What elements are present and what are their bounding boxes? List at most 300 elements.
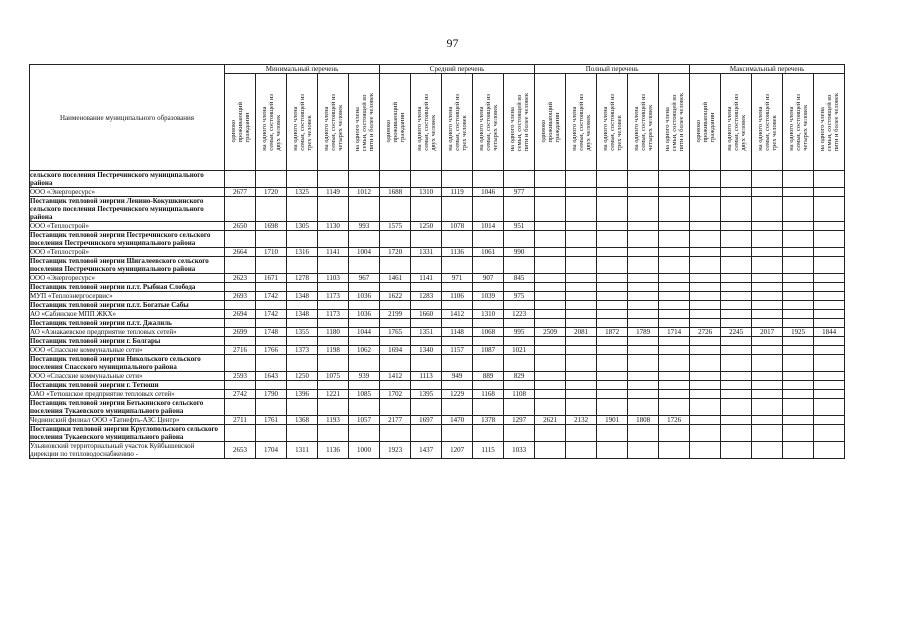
- value-cell: [659, 188, 690, 197]
- value-cell: [535, 425, 566, 442]
- column-subheader-label: на одного члена семьи, состоящей из трех человек: [756, 93, 778, 151]
- supplier-name-cell: Чеднинский филиал ООО «Татнефть-АЗС Центр»: [30, 416, 225, 425]
- value-cell: [535, 310, 566, 319]
- value-cell: [659, 337, 690, 346]
- value-cell: [225, 197, 256, 222]
- value-cell: [628, 292, 659, 301]
- value-cell: [783, 319, 814, 328]
- value-cell: 1033: [504, 442, 535, 459]
- value-cell: 1310: [473, 310, 504, 319]
- value-cell: 1136: [318, 442, 349, 459]
- value-cell: 1437: [411, 442, 442, 459]
- value-cell: [411, 301, 442, 310]
- value-cell: 2245: [721, 328, 752, 337]
- value-cell: [814, 390, 845, 399]
- value-cell: [442, 301, 473, 310]
- value-cell: [659, 310, 690, 319]
- value-cell: [628, 381, 659, 390]
- value-cell: 949: [442, 372, 473, 381]
- section-title-cell: Поставщик тепловой энергии п.г.т. Рыбная Слобода: [30, 283, 225, 292]
- value-cell: [380, 425, 411, 442]
- value-cell: [504, 197, 535, 222]
- column-subheader: [690, 74, 721, 171]
- value-cell: [318, 319, 349, 328]
- value-cell: 1119: [442, 188, 473, 197]
- value-cell: 993: [349, 222, 380, 231]
- value-cell: 1355: [287, 328, 318, 337]
- value-cell: [721, 171, 752, 188]
- value-cell: [752, 442, 783, 459]
- value-cell: [566, 390, 597, 399]
- value-cell: 1340: [411, 346, 442, 355]
- value-cell: [597, 283, 628, 292]
- value-cell: 1193: [318, 416, 349, 425]
- value-cell: [411, 381, 442, 390]
- value-cell: [721, 337, 752, 346]
- value-cell: 2677: [225, 188, 256, 197]
- value-cell: [597, 346, 628, 355]
- value-cell: [783, 355, 814, 372]
- value-cell: [287, 257, 318, 274]
- value-cell: [783, 222, 814, 231]
- value-cell: [473, 319, 504, 328]
- value-cell: [659, 257, 690, 274]
- value-cell: 1698: [256, 222, 287, 231]
- value-cell: [318, 355, 349, 372]
- value-cell: 1278: [287, 274, 318, 283]
- value-cell: 1115: [473, 442, 504, 459]
- column-subheader: [566, 74, 597, 171]
- value-cell: 1036: [349, 310, 380, 319]
- column-subheader-label: на одного члена семьи, состоящей из пяти и более человек: [353, 92, 375, 152]
- value-cell: [442, 283, 473, 292]
- value-cell: [721, 248, 752, 257]
- value-cell: [814, 416, 845, 425]
- value-cell: [349, 301, 380, 310]
- value-cell: [783, 390, 814, 399]
- section-header-row: [30, 319, 845, 328]
- value-cell: [752, 171, 783, 188]
- value-cell: [566, 425, 597, 442]
- value-cell: 1412: [442, 310, 473, 319]
- value-cell: [721, 292, 752, 301]
- table-row: [30, 310, 845, 319]
- value-cell: [535, 231, 566, 248]
- value-cell: [814, 399, 845, 416]
- value-cell: [690, 292, 721, 301]
- value-cell: 1844: [814, 328, 845, 337]
- value-cell: 1351: [411, 328, 442, 337]
- value-cell: [690, 257, 721, 274]
- value-cell: [783, 171, 814, 188]
- value-cell: [566, 399, 597, 416]
- value-cell: [814, 248, 845, 257]
- value-cell: [597, 442, 628, 459]
- value-cell: 1461: [380, 274, 411, 283]
- value-cell: [690, 231, 721, 248]
- value-cell: [752, 425, 783, 442]
- value-cell: 1036: [349, 292, 380, 301]
- value-cell: 990: [504, 248, 535, 257]
- section-title-cell: Поставщик тепловой энергии г. Болгары: [30, 337, 225, 346]
- value-cell: [566, 337, 597, 346]
- value-cell: [752, 372, 783, 381]
- value-cell: [597, 257, 628, 274]
- value-cell: 2199: [380, 310, 411, 319]
- value-cell: 995: [504, 328, 535, 337]
- value-cell: [256, 425, 287, 442]
- value-cell: 1348: [287, 292, 318, 301]
- value-cell: [225, 257, 256, 274]
- column-subheader: [721, 74, 752, 171]
- value-cell: [411, 337, 442, 346]
- value-cell: [349, 171, 380, 188]
- section-title-cell: Поставщик тепловой энергии п.г.т. Богатые Сабы: [30, 301, 225, 310]
- section-header-row: [30, 257, 845, 274]
- value-cell: [597, 372, 628, 381]
- value-cell: 1173: [318, 310, 349, 319]
- section-header-row: [30, 171, 845, 188]
- value-cell: [256, 197, 287, 222]
- value-cell: [411, 399, 442, 416]
- table-row: [30, 222, 845, 231]
- value-cell: [535, 248, 566, 257]
- value-cell: [721, 390, 752, 399]
- value-cell: 1378: [473, 416, 504, 425]
- value-cell: 975: [504, 292, 535, 301]
- value-cell: [225, 337, 256, 346]
- value-cell: [504, 425, 535, 442]
- value-cell: [349, 283, 380, 292]
- value-cell: 2177: [380, 416, 411, 425]
- value-cell: [287, 197, 318, 222]
- value-cell: 2623: [225, 274, 256, 283]
- value-cell: 1872: [597, 328, 628, 337]
- value-cell: [721, 442, 752, 459]
- value-cell: 907: [473, 274, 504, 283]
- value-cell: [597, 381, 628, 390]
- table-row: [30, 274, 845, 283]
- value-cell: [535, 337, 566, 346]
- value-cell: [504, 355, 535, 372]
- section-header-row: [30, 231, 845, 248]
- value-cell: [442, 171, 473, 188]
- value-cell: [783, 257, 814, 274]
- value-cell: [318, 337, 349, 346]
- value-cell: 1057: [349, 416, 380, 425]
- value-cell: [566, 346, 597, 355]
- value-cell: 2664: [225, 248, 256, 257]
- value-cell: [597, 301, 628, 310]
- column-subheader: [597, 74, 628, 171]
- value-cell: [411, 283, 442, 292]
- value-cell: [597, 399, 628, 416]
- value-cell: 1901: [597, 416, 628, 425]
- value-cell: [566, 355, 597, 372]
- value-cell: [814, 425, 845, 442]
- value-cell: [752, 346, 783, 355]
- section-header-row: [30, 425, 845, 442]
- value-cell: [566, 381, 597, 390]
- value-cell: 2593: [225, 372, 256, 381]
- value-cell: 1923: [380, 442, 411, 459]
- value-cell: [721, 283, 752, 292]
- value-cell: [504, 337, 535, 346]
- group-header-full: Полный перечень: [535, 65, 690, 74]
- value-cell: [721, 222, 752, 231]
- value-cell: [566, 372, 597, 381]
- value-cell: [597, 355, 628, 372]
- supplier-name-cell: МУП «Теплоэнергосервис»: [30, 292, 225, 301]
- value-cell: 1004: [349, 248, 380, 257]
- column-subheader-label: на одного члена семьи, состоящей из трех человек: [601, 93, 623, 151]
- value-cell: [504, 399, 535, 416]
- value-cell: [566, 231, 597, 248]
- supplier-name-cell: ООО «Энергоресурс»: [30, 188, 225, 197]
- value-cell: [659, 442, 690, 459]
- value-cell: [535, 442, 566, 459]
- value-cell: 1044: [349, 328, 380, 337]
- value-cell: [628, 231, 659, 248]
- column-subheader: [411, 74, 442, 171]
- table-header: [30, 65, 845, 171]
- value-cell: [690, 346, 721, 355]
- value-cell: [814, 292, 845, 301]
- value-cell: [535, 355, 566, 372]
- value-cell: [380, 399, 411, 416]
- value-cell: [380, 231, 411, 248]
- value-cell: [690, 355, 721, 372]
- value-cell: [752, 188, 783, 197]
- value-cell: 1331: [411, 248, 442, 257]
- value-cell: 1075: [318, 372, 349, 381]
- column-subheader-label: на одного члена семьи, состоящей из четырех человек: [477, 93, 499, 151]
- value-cell: 1157: [442, 346, 473, 355]
- value-cell: [690, 222, 721, 231]
- value-cell: [411, 171, 442, 188]
- value-cell: [318, 197, 349, 222]
- value-cell: [721, 188, 752, 197]
- supplier-name-cell: ООО «Спасские коммунальные сети»: [30, 372, 225, 381]
- value-cell: [783, 274, 814, 283]
- table-row: [30, 390, 845, 399]
- table-row: [30, 248, 845, 257]
- value-cell: [628, 425, 659, 442]
- value-cell: [721, 346, 752, 355]
- value-cell: [721, 319, 752, 328]
- column-subheader-label: на одного члена семьи, состоящей из четырех человек: [322, 93, 344, 151]
- value-cell: 1130: [318, 222, 349, 231]
- value-cell: [504, 301, 535, 310]
- value-cell: [814, 257, 845, 274]
- value-cell: [380, 257, 411, 274]
- value-cell: [659, 346, 690, 355]
- value-cell: [566, 319, 597, 328]
- value-cell: 967: [349, 274, 380, 283]
- column-subheader-label: одиноко проживающий гражданин: [694, 101, 716, 143]
- column-subheader-label: на одного члена семьи, состоящей из четырех человек: [632, 93, 654, 151]
- value-cell: [535, 390, 566, 399]
- value-cell: [535, 301, 566, 310]
- column-subheader-label: на одного члена семьи, состоящей из пяти и более человек: [818, 92, 840, 152]
- value-cell: 1726: [659, 416, 690, 425]
- column-subheader: [442, 74, 473, 171]
- value-cell: [411, 319, 442, 328]
- value-cell: [566, 188, 597, 197]
- value-cell: [721, 197, 752, 222]
- value-cell: [287, 283, 318, 292]
- value-cell: 1925: [783, 328, 814, 337]
- value-cell: [380, 301, 411, 310]
- value-cell: 1062: [349, 346, 380, 355]
- value-cell: [535, 197, 566, 222]
- value-cell: [597, 274, 628, 283]
- section-title-cell: Поставщик тепловой энергии Бетькинского сельского поселения Тукаевского муниципального района: [30, 399, 225, 416]
- value-cell: [721, 425, 752, 442]
- value-cell: [659, 399, 690, 416]
- section-header-row: [30, 301, 845, 310]
- value-cell: 1223: [504, 310, 535, 319]
- column-subheader: [287, 74, 318, 171]
- value-cell: 1250: [411, 222, 442, 231]
- column-subheader: [814, 74, 845, 171]
- value-cell: 845: [504, 274, 535, 283]
- value-cell: 2017: [752, 328, 783, 337]
- column-subheader-label: на одного члена семьи, состоящей из трех человек: [291, 93, 313, 151]
- value-cell: [814, 372, 845, 381]
- value-cell: [628, 171, 659, 188]
- value-cell: [597, 292, 628, 301]
- value-cell: [349, 355, 380, 372]
- value-cell: [690, 442, 721, 459]
- value-cell: [814, 197, 845, 222]
- value-cell: [256, 355, 287, 372]
- section-header-row: [30, 381, 845, 390]
- value-cell: 1250: [287, 372, 318, 381]
- value-cell: [566, 442, 597, 459]
- value-cell: [659, 283, 690, 292]
- value-cell: [752, 319, 783, 328]
- value-cell: [256, 399, 287, 416]
- value-cell: [752, 390, 783, 399]
- table-row: [30, 372, 845, 381]
- column-subheader: [349, 74, 380, 171]
- value-cell: 1688: [380, 188, 411, 197]
- value-cell: [411, 231, 442, 248]
- table-row: [30, 346, 845, 355]
- value-cell: [721, 372, 752, 381]
- value-cell: [442, 355, 473, 372]
- value-cell: [473, 399, 504, 416]
- value-cell: [752, 222, 783, 231]
- value-cell: [783, 301, 814, 310]
- value-cell: [783, 188, 814, 197]
- value-cell: [783, 292, 814, 301]
- value-cell: 1368: [287, 416, 318, 425]
- value-cell: [473, 231, 504, 248]
- value-cell: [597, 319, 628, 328]
- value-cell: 2694: [225, 310, 256, 319]
- value-cell: [318, 381, 349, 390]
- value-cell: [256, 319, 287, 328]
- value-cell: [690, 337, 721, 346]
- value-cell: 1149: [318, 188, 349, 197]
- value-cell: [659, 355, 690, 372]
- value-cell: 2711: [225, 416, 256, 425]
- value-cell: [814, 231, 845, 248]
- value-cell: [814, 274, 845, 283]
- value-cell: [411, 425, 442, 442]
- supplier-name-cell: АО «Азнакаевское предприятие тепловых сетей»: [30, 328, 225, 337]
- value-cell: 2650: [225, 222, 256, 231]
- value-cell: [380, 283, 411, 292]
- value-cell: [597, 197, 628, 222]
- column-subheader: [783, 74, 814, 171]
- value-cell: [659, 381, 690, 390]
- column-subheader: [318, 74, 349, 171]
- value-cell: [628, 188, 659, 197]
- value-cell: [566, 197, 597, 222]
- value-cell: [690, 248, 721, 257]
- value-cell: [752, 257, 783, 274]
- value-cell: [597, 248, 628, 257]
- value-cell: 1575: [380, 222, 411, 231]
- section-title-cell: Поставщик тепловой энергии п.г.т. Джалиль: [30, 319, 225, 328]
- value-cell: [690, 274, 721, 283]
- value-cell: [535, 319, 566, 328]
- supplier-name-cell: ОАО «Тетюшское предприятие тепловых сетей»: [30, 390, 225, 399]
- value-cell: [659, 301, 690, 310]
- value-cell: [783, 197, 814, 222]
- value-cell: [628, 257, 659, 274]
- value-cell: [690, 301, 721, 310]
- value-cell: [504, 231, 535, 248]
- value-cell: [690, 416, 721, 425]
- value-cell: [473, 381, 504, 390]
- value-cell: [535, 372, 566, 381]
- value-cell: 889: [473, 372, 504, 381]
- value-cell: [783, 399, 814, 416]
- value-cell: 951: [504, 222, 535, 231]
- value-cell: [783, 416, 814, 425]
- section-header-row: [30, 283, 845, 292]
- column-subheader-label: одиноко проживающий гражданин: [539, 101, 561, 143]
- value-cell: 1087: [473, 346, 504, 355]
- value-cell: 1198: [318, 346, 349, 355]
- value-cell: 1229: [442, 390, 473, 399]
- value-cell: 1221: [318, 390, 349, 399]
- value-cell: [504, 283, 535, 292]
- value-cell: [535, 283, 566, 292]
- value-cell: [535, 274, 566, 283]
- value-cell: [752, 283, 783, 292]
- value-cell: [721, 381, 752, 390]
- table-row: [30, 188, 845, 197]
- value-cell: 1720: [256, 188, 287, 197]
- value-cell: 1078: [442, 222, 473, 231]
- value-cell: [318, 257, 349, 274]
- value-cell: 1671: [256, 274, 287, 283]
- value-cell: [318, 425, 349, 442]
- section-header-row: [30, 399, 845, 416]
- value-cell: [566, 257, 597, 274]
- value-cell: [504, 319, 535, 328]
- column-subheader-label: на одного члена семьи, состоящей из двух человек: [570, 93, 592, 151]
- value-cell: [628, 222, 659, 231]
- value-cell: [783, 248, 814, 257]
- value-cell: [566, 248, 597, 257]
- value-cell: 1148: [442, 328, 473, 337]
